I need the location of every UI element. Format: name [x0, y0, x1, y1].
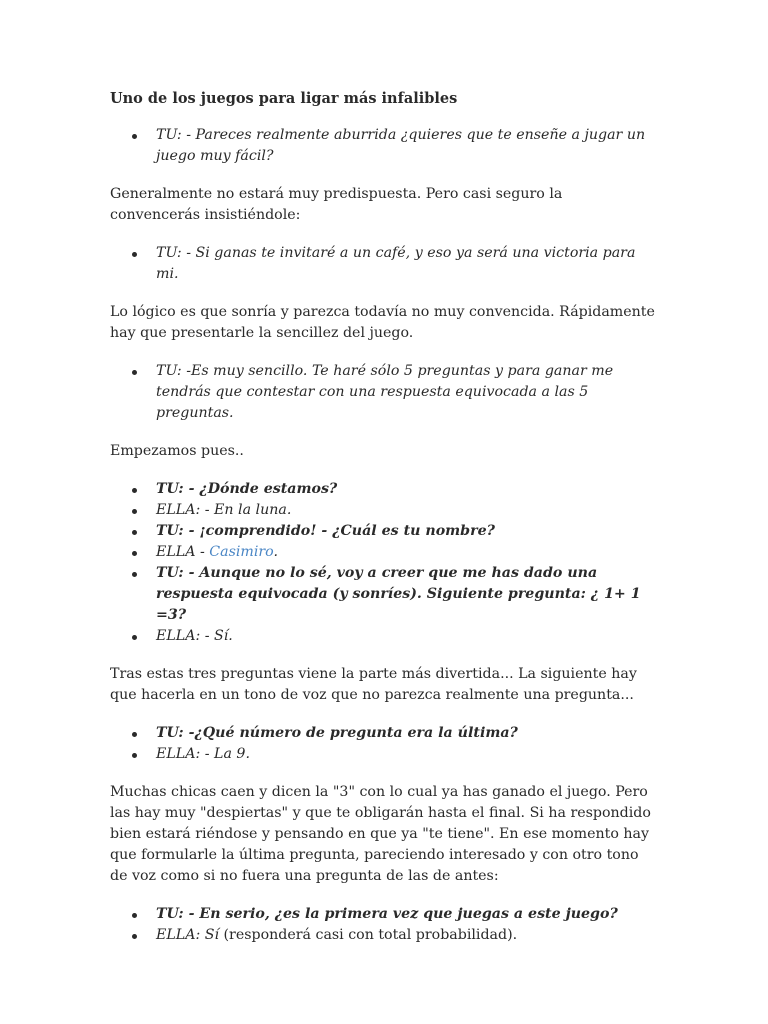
paragraph: Generalmente no estará muy predispuesta. Pero casi seguro la convencerás insistiéndole:: [110, 186, 563, 223]
bullet-list-4: [110, 479, 655, 647]
bullet-icon: [132, 530, 137, 535]
list-item: ELLA: - En la luna.: [110, 500, 655, 521]
bullet-icon: [132, 488, 137, 493]
bullet-icon: [132, 934, 137, 939]
list-item: TU: - En serio, ¿es la primera vez que juegas a este juego?: [110, 904, 655, 925]
list-item: TU: - Aunque no lo sé, voy a creer que me has dado una respuesta equivocada (y sonríes). Siguiente pregunta: ¿ 1+ 1 =3?: [110, 563, 655, 626]
paragraph: Tras estas tres preguntas viene la parte más divertida... La siguiente hay que hacerla en un tono de voz que no parezca realmente una pregunta...: [110, 666, 637, 703]
page-title: Uno de los juegos para ligar más infalibles: [110, 90, 458, 107]
bullet-list-5: [110, 723, 655, 765]
list-item: ELLA: - Sí.: [110, 626, 655, 647]
list-item: TU: - ¿Dónde estamos?: [110, 479, 655, 500]
list-item: TU: - Pareces realmente aburrida ¿quieres que te enseñe a jugar un juego muy fácil?: [110, 125, 655, 167]
bullet-list-1: [110, 125, 655, 167]
bullet-icon: [132, 134, 137, 139]
paragraph: Empezamos pues..: [110, 443, 244, 459]
bullet-icon: [132, 635, 137, 640]
list-item: ELLA: Sí (responderá casi con total probabilidad).: [110, 925, 655, 946]
list-item: ELLA: - La 9.: [110, 744, 655, 765]
casimiro-link[interactable]: Casimiro: [209, 544, 274, 560]
bullet-list-3: [110, 361, 655, 424]
paragraph: Muchas chicas caen y dicen la "3" con lo cual ya has ganado el juego. Pero las hay muy "despiertas" y que te obligarán hasta el final. Si ha respondido bien estará riéndose y pensando en que ya "te tiene". En ese momento hay que formularle la última pregunta, pareciendo interesado y con otro tono de voz como si no fuera una pregunta de las de antes:: [110, 784, 651, 884]
document-body: [110, 88, 655, 963]
bullet-icon: [132, 509, 137, 514]
paragraph: Lo lógico es que sonría y parezca todavía no muy convencida. Rápidamente hay que presentarle la sencillez del juego.: [110, 304, 655, 341]
list-item: TU: -¿Qué número de pregunta era la última?: [110, 723, 655, 744]
list-item: TU: - Si ganas te invitaré a un café, y eso ya será una victoria para mi.: [110, 243, 655, 285]
list-item: TU: - ¡comprendido! - ¿Cuál es tu nombre?: [110, 521, 655, 542]
bullet-list-6: [110, 904, 655, 946]
bullet-icon: [132, 913, 137, 918]
bullet-icon: [132, 572, 137, 577]
bullet-icon: [132, 551, 137, 556]
bullet-icon: [132, 370, 137, 375]
bullet-icon: [132, 252, 137, 257]
bullet-list-2: [110, 243, 655, 285]
list-item: TU: -Es muy sencillo. Te haré sólo 5 preguntas y para ganar me tendrás que contestar con una respuesta equivocada a las 5 preguntas.: [110, 361, 655, 424]
bullet-icon: [132, 732, 137, 737]
bullet-icon: [132, 753, 137, 758]
list-item: ELLA - Casimiro.: [110, 542, 655, 563]
